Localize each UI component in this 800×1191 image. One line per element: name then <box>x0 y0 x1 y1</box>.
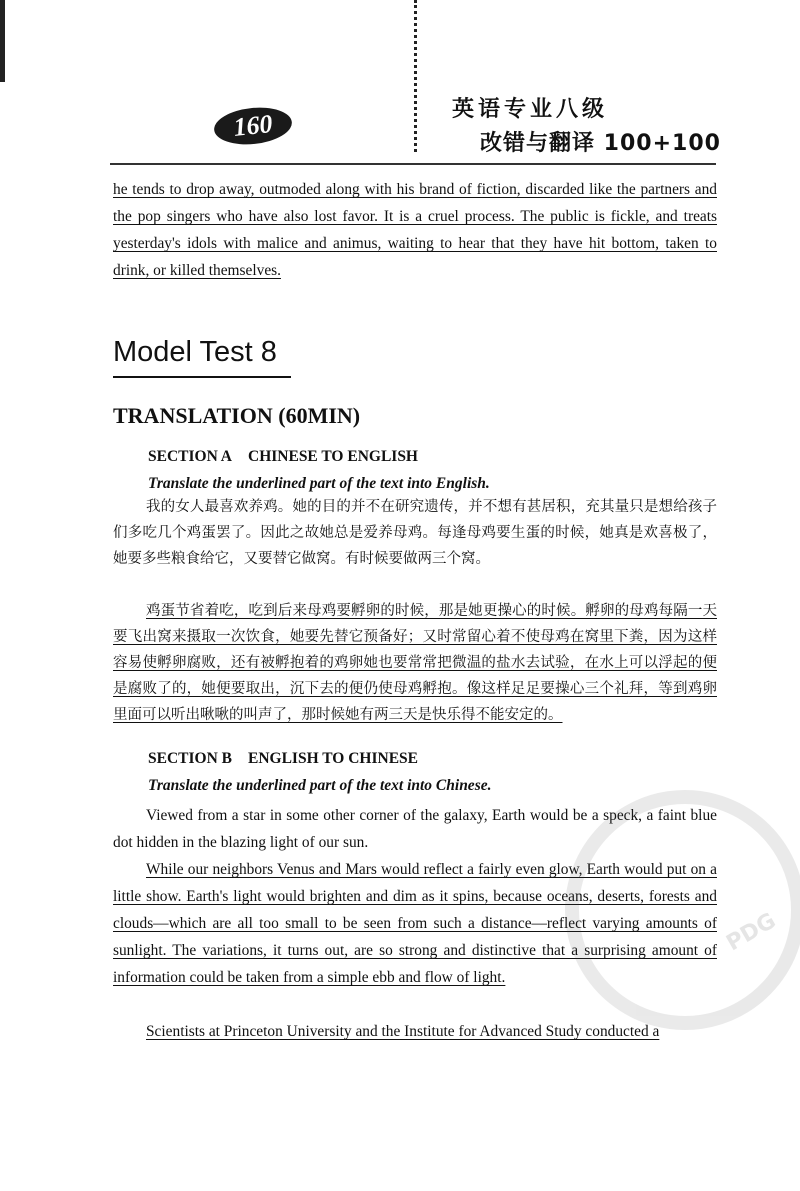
section-b-instruction: Translate the underlined part of the text into Chinese. <box>148 777 492 794</box>
book-title-line1: 英语专业八级 <box>452 97 609 122</box>
section-a-title: CHINESE TO ENGLISH <box>248 448 418 465</box>
test-title-underline <box>113 376 291 378</box>
section-b-paragraph-1: Viewed from a star in some other corner of the galaxy, Earth would be a speck, a faint blue dot hidden in the blazing light of our sun. <box>113 807 717 851</box>
section-b-title: ENGLISH TO CHINESE <box>248 750 418 767</box>
section-a-heading <box>148 448 418 466</box>
book-title-line2: 改错与翻译 100+100 <box>480 131 721 156</box>
translation-heading: TRANSLATION (60MIN) <box>113 403 361 428</box>
continued-paragraph: he tends to drop away, outmoded along with his brand of fiction, discarded like the partners and the pop singers who have also lost favor. It is a cruel process. The public is fickle, and treats yesterday's idols with malice and animus, waiting to hear that they have hit bottom, taken to drink, or killed themselves. <box>113 181 717 279</box>
section-a-paragraph-1: 我的女人最喜欢养鸡。她的目的并不在研究遗传，并不想有甚居积，充其量只是想给孩子们多吃几个鸡蛋罢了。因此之故她总是爱养母鸡。每逢母鸡要生蛋的时候，她真是欢喜极了，她要多些粮食给它，又要替它做窝。有时候要做两三个窝。 <box>113 499 717 567</box>
header-rule <box>110 163 716 165</box>
watermark-text: PDG <box>722 908 781 957</box>
section-a-label: SECTION A <box>148 448 232 465</box>
section-b-paragraph-3: Scientists at Princeton University and the Institute for Advanced Study conducted a <box>146 1023 660 1040</box>
section-a-paragraph-2: 鸡蛋节省着吃，吃到后来母鸡要孵卵的时候，那是她更操心的时候。孵卵的母鸡每隔一天要飞出窝来摄取一次饮食，她要先替它预备好；又时常留心着不使母鸡在窝里下粪，因为这样容易使孵卵腐败，还有被孵抱着的鸡卵她也要常常把微温的盐水去试验，在水上可以浮起的便是腐败了的，她便要取出，沉下去的便仍使母鸡孵抱。像这样足足要操心三个礼拜，等到鸡卵里面可以听出啾啾的叫声了，那时候她有两三天是快乐得不能安定的。 <box>113 603 717 723</box>
section-b-heading <box>148 750 418 768</box>
page-number-badge: 160 <box>212 104 293 148</box>
section-b-label: SECTION B <box>148 750 232 767</box>
test-title: Model Test 8 <box>113 336 277 368</box>
page-edge-mark <box>0 0 5 82</box>
section-b-paragraph-2: While our neighbors Venus and Mars would reflect a fairly even glow, Earth would put on a little show. Earth's light would brighten and dim as it spins, because oceans, deserts, forests and clouds—which are all too small to be seen from such a distance—reflect varying amounts of sunlight. The variations, it turns out, are so strong and distinctive that a surprising amount of information could be taken from a simple ebb and flow of light. <box>113 861 717 986</box>
section-a-instruction: Translate the underlined part of the text into English. <box>148 475 490 492</box>
binding-dotted-line <box>414 0 417 152</box>
